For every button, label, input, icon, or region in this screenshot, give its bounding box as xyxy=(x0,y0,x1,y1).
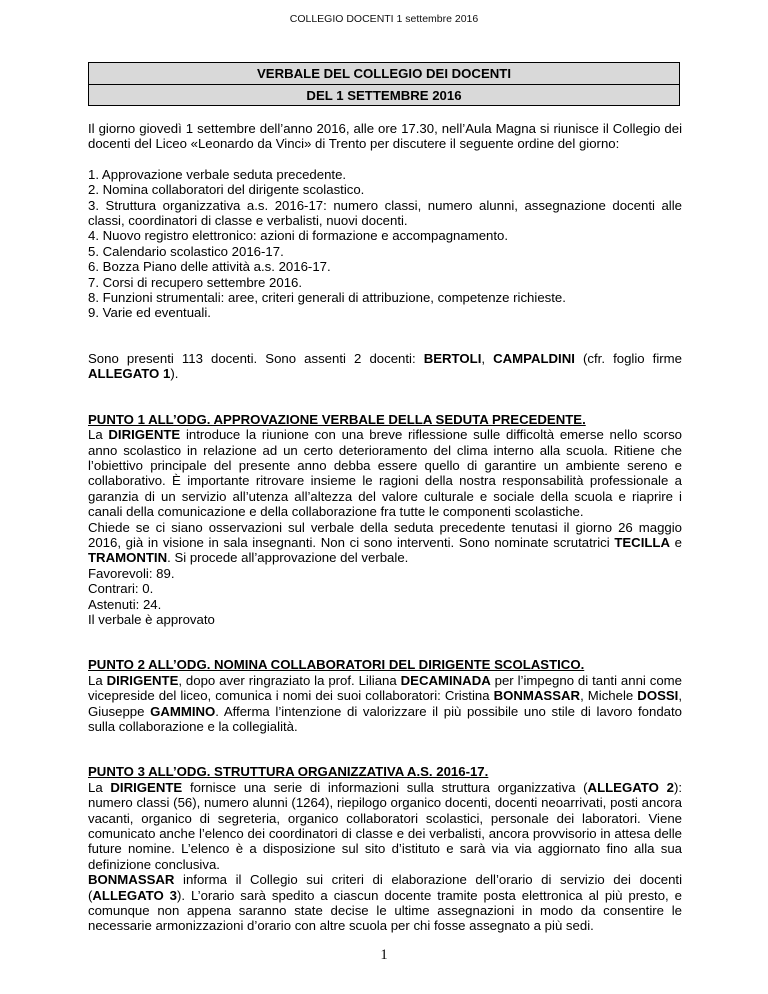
agenda-item: 4. Nuovo registro elettronico: azioni di formazione e accompagnamento. xyxy=(88,228,509,244)
agenda-item: 7. Corsi di recupero settembre 2016. xyxy=(88,274,303,290)
punto2-heading: PUNTO 2 ALL’ODG. NOMINA COLLABORATORI DEL DIRIGENTE SCOLASTICO. xyxy=(88,657,585,673)
agenda-item: 2. Nomina collaboratori del dirigente scolastico. xyxy=(88,182,365,198)
title-line-2: DEL 1 SETTEMBRE 2016 xyxy=(89,84,679,106)
absent-name: BERTOLI xyxy=(423,350,482,366)
punto1-heading: PUNTO 1 ALL’ODG. APPROVAZIONE VERBALE DELLA SEDUTA PRECEDENTE. xyxy=(88,411,586,427)
title-line-1: VERBALE DEL COLLEGIO DEI DOCENTI xyxy=(256,66,511,81)
page-number: 1 xyxy=(380,947,388,963)
vote-result: Il verbale è approvato xyxy=(88,611,215,627)
attachment-ref: ALLEGATO 1 xyxy=(88,366,171,382)
vote-favorevoli: Favorevoli: 89. xyxy=(88,565,175,581)
document-body xyxy=(88,121,682,934)
punto2-paragraph: La DIRIGENTE, dopo aver ringraziato la prof. Liliana DECAMINADA per l’impegno di tanti anni come vicepreside del liceo, comunica i nomi dei suoi collaboratori: Cristina BONMASSAR, Michele DOSSI, Giuseppe GAMMINO. Afferma l’intenzione di valorizzare il più possibile uno stile di lavoro fondato sulla collaborazione e la collegialità. xyxy=(88,672,683,734)
punto1-paragraph-1: La DIRIGENTE introduce la riunione con una breve riflessione sulle difficoltà emerse nello scorso anno scolastico in relazione ad un certo deterioramento del clima interno alla scuola. Ritiene che l’obiettivo principale del presente anno debba essere quello di garantire un ambiente sereno e collaborativo. È importante ritrovare insieme le ragioni della nostra responsabilità professionale a garanzia di un servizio all’utenza all’altezza del valore culturale e sociale della scuola e riaprire i canali della comunicazione e della collaborazione fra tutte le componenti scolastiche. xyxy=(88,427,682,520)
agenda-item: 6. Bozza Piano delle attività a.s. 2016-17. xyxy=(88,259,331,275)
running-header: COLLEGIO DOCENTI 1 settembre 2016 xyxy=(289,13,479,25)
agenda-item: 9. Varie ed eventuali. xyxy=(88,305,211,321)
vote-astenuti: Astenuti: 24. xyxy=(88,596,162,612)
punto3-paragraph-1: La DIRIGENTE fornisce una serie di informazioni sulla struttura organizzativa (ALLEGATO 2): numero classi (56), numero alunni (1264), riepilogo organico docenti, docenti neoarrivati, posti ancora vacanti, organico di segreteria, organico collaboratori scolastici, personale dei laboratori. Viene comunicato anche l’elenco dei coordinatori di classe e dei verbalisti, ancora provvisorio in attesa delle future nomine. L’elenco è a disposizione sul sito d’istituto e sarà via via aggiornato fino alla sua definizione conclusiva. xyxy=(88,779,682,872)
intro-paragraph: Il giorno giovedì 1 settembre dell’anno 2016, alle ore 17.30, nell’Aula Magna si riunisce il Collegio dei docenti del Liceo «Leonardo da Vinci» di Trento per discutere il seguente ordine del giorno: xyxy=(88,121,682,152)
punto3-paragraph-2: BONMASSAR informa il Collegio sui criteri di elaborazione dell’orario di servizio dei docenti (ALLEGATO 3). L’orario sarà spedito a ciascun docente tramite posta elettronica al più presto, e comunque non appena saranno state decise le ultime assegnazioni in modo da consentire le necessarie armonizzazioni d’orario con altre scuola per chi fosse assegnato a più sedi. xyxy=(88,872,683,934)
punto3-heading: PUNTO 3 ALL’ODG. STRUTTURA ORGANIZZATIVA A.S. 2016-17. xyxy=(88,764,489,780)
absent-name: CAMPALDINI xyxy=(493,350,575,366)
agenda-item: 3. Struttura organizzativa a.s. 2016-17: numero classi, numero alunni, assegnazione docenti alle classi, coordinatori di classe e verbalisti, nuovi docenti. xyxy=(88,197,682,229)
agenda-item: 5. Calendario scolastico 2016-17. xyxy=(88,243,284,259)
punto1-paragraph-2: Chiede se ci siano osservazioni sul verbale della seduta precedente tenutasi il giorno 26 maggio 2016, già in visione in sala insegnanti. Non ci sono interventi. Sono nominate scrutatrici TECILLA e TRAMONTIN. Si procede all’approvazione del verbale. xyxy=(88,519,682,566)
agenda-list xyxy=(88,167,682,321)
attendance-paragraph: Sono presenti 113 docenti. Sono assenti 2 docenti: BERTOLI, CAMPALDINI (cfr. foglio firme ALLEGATO 1). xyxy=(88,350,682,382)
agenda-item: 8. Funzioni strumentali: aree, criteri generali di attribuzione, competenze richieste. xyxy=(88,290,566,306)
title-box xyxy=(88,62,680,106)
agenda-item: 1. Approvazione verbale seduta precedente. xyxy=(88,166,347,182)
vote-contrari: Contrari: 0. xyxy=(88,581,154,597)
